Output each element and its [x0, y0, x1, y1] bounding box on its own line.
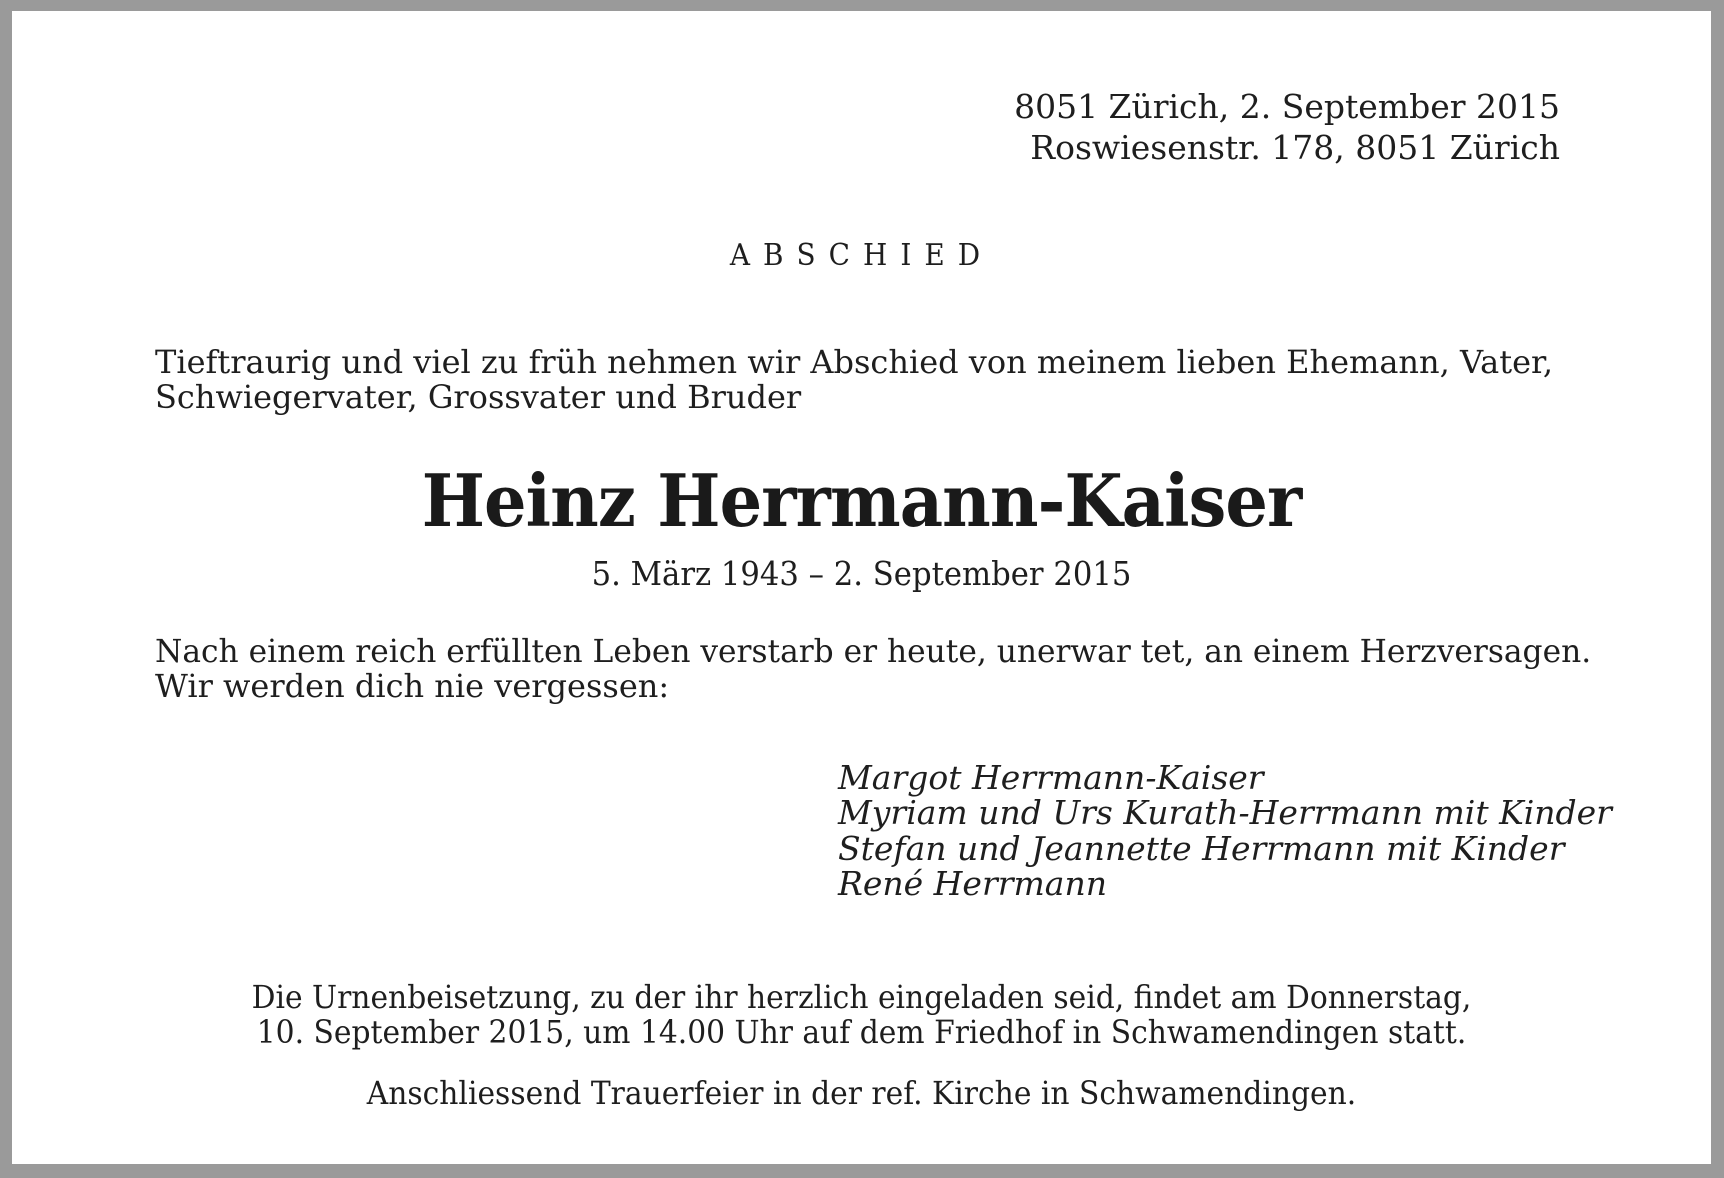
- life-dates: 5. März 1943 – 2. September 2015: [591, 554, 1132, 593]
- deceased-name: Heinz Herrmann-Kaiser: [421, 458, 1302, 543]
- mourner-4: René Herrmann: [838, 864, 1107, 903]
- message-line-1: Nach einem reich erfüllten Leben verstarb er heute, unerwar tet, an einem Herzversagen.: [155, 632, 1592, 670]
- intro-line-1: Tieftraurig und viel zu früh nehmen wir Abschied von meinem lieben Ehemann, Vater,: [155, 343, 1553, 381]
- mourner-1: Margot Herrmann-Kaiser: [838, 758, 1264, 797]
- obituary-card: [12, 11, 1711, 1164]
- heading-abschied: ABSCHIED: [729, 238, 994, 273]
- address: Roswiesenstr. 178, 8051 Zürich: [1030, 128, 1560, 167]
- message-line-2: Wir werden dich nie vergessen:: [155, 667, 670, 705]
- ceremony-line-3: Anschliessend Trauerfeier in der ref. Kirche in Schwamendingen.: [366, 1074, 1357, 1112]
- ceremony-line-1: Die Urnenbeisetzung, zu der ihr herzlich eingeladen seid, findet am Donnerstag,: [251, 978, 1472, 1016]
- mourner-3: Stefan und Jeannette Herrmann mit Kinder: [838, 829, 1565, 868]
- ceremony-line-2: 10. September 2015, um 14.00 Uhr auf dem Friedhof in Schwamendingen statt.: [256, 1013, 1467, 1051]
- intro-line-2: Schwiegervater, Grossvater und Bruder: [155, 378, 802, 416]
- place-date: 8051 Zürich, 2. September 2015: [1014, 87, 1560, 126]
- mourner-2: Myriam und Urs Kurath-Herrmann mit Kinder: [838, 793, 1612, 832]
